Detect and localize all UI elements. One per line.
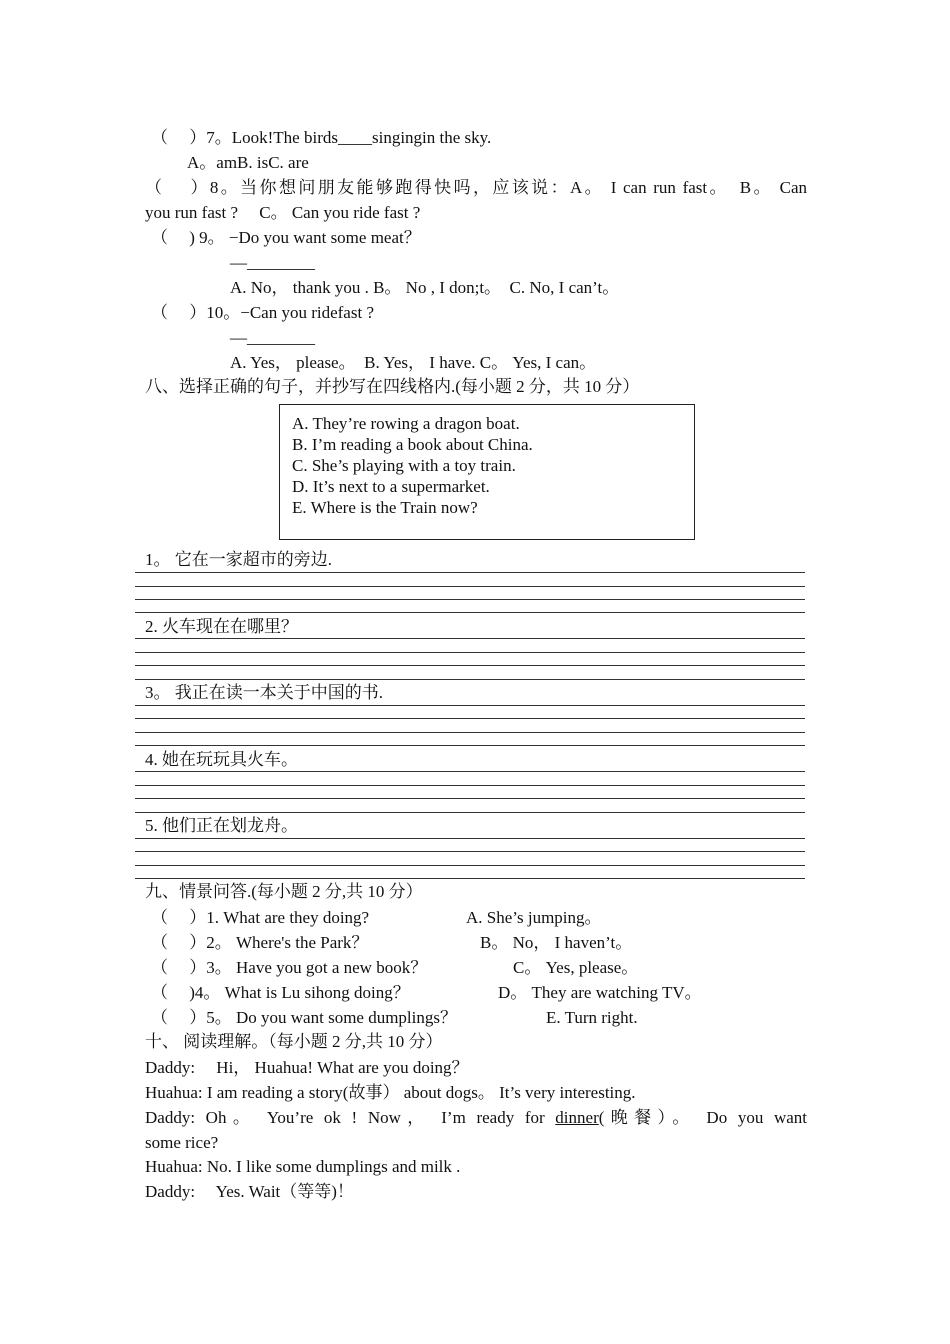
q10-blank: —________ bbox=[230, 328, 315, 347]
writing-line bbox=[135, 718, 805, 719]
q8-line1: （ ）8。当你想问朋友能够跑得快吗，应该说：A。 I can run fast。 B。 Can bbox=[145, 178, 807, 197]
writing-prompt-4: 4. 她在玩玩具火车。 bbox=[145, 750, 298, 769]
choice-a: A. They’re rowing a dragon boat. bbox=[292, 414, 520, 433]
s9-question-4: （ )4。 What is Lu sihong doing？ bbox=[151, 983, 410, 1002]
q10-stem: （ ）10。−Can you ridefast ? bbox=[151, 303, 374, 322]
writing-line bbox=[135, 865, 805, 866]
dialogue-line-3-end: (晚餐）。 Do you want bbox=[598, 1108, 808, 1127]
writing-prompt-2: 2. 火车现在在哪里？ bbox=[145, 617, 298, 636]
dialogue-line-5: Daddy: Yes. Wait（等等)！ bbox=[145, 1182, 354, 1201]
s9-question-3: （ ）3。 Have you got a new book？ bbox=[151, 958, 428, 977]
section8-title: 八、选择正确的句子，并抄写在四线格内.(每小题 2 分，共 10 分） bbox=[145, 377, 640, 396]
q7-stem: （ ）7。Look!The birds____singingin the sky. bbox=[151, 128, 492, 147]
s9-answer-e: E. Turn right. bbox=[546, 1008, 638, 1027]
writing-line bbox=[135, 586, 805, 587]
q8-line2: you run fast ? C。 Can you ride fast ? bbox=[145, 203, 421, 222]
writing-line bbox=[135, 638, 805, 639]
writing-line bbox=[135, 612, 805, 613]
writing-line bbox=[135, 599, 805, 600]
writing-line bbox=[135, 679, 805, 680]
writing-line bbox=[135, 798, 805, 799]
writing-line bbox=[135, 851, 805, 852]
writing-line bbox=[135, 878, 805, 879]
s9-answer-b: B。 No， I haven’t。 bbox=[480, 933, 633, 952]
s9-question-1: （ ）1. What are they doing? bbox=[151, 908, 370, 927]
sentence-choice-box bbox=[279, 404, 695, 540]
q9-blank: —________ bbox=[230, 253, 315, 272]
s9-question-2: （ ）2。 Where's the Park？ bbox=[151, 933, 369, 952]
dialogue-line-3-start: Daddy: Oh。 You’re ok ! Now， I’m ready for bbox=[145, 1108, 556, 1127]
writing-line bbox=[135, 665, 805, 666]
writing-line bbox=[135, 838, 805, 839]
writing-line bbox=[135, 652, 805, 653]
q10-options: A. Yes， please。 B. Yes， I have. C。 Yes, I can。 bbox=[230, 353, 597, 372]
q9-stem: （ ) 9。 −Do you want some meat？ bbox=[151, 228, 421, 247]
writing-line bbox=[135, 745, 805, 746]
q7-options: A。amB. isC. are bbox=[187, 153, 309, 172]
dinner-word: dinner bbox=[555, 1108, 599, 1127]
choice-e: E. Where is the Train now? bbox=[292, 498, 478, 517]
s9-answer-d: D。 They are watching TV。 bbox=[498, 983, 702, 1002]
dialogue-line-3-cont: some rice? bbox=[145, 1133, 219, 1152]
section9-title: 九、情景问答.(每小题 2 分,共 10 分） bbox=[145, 882, 423, 901]
s9-question-5: （ ）5。 Do you want some dumplings？ bbox=[151, 1008, 457, 1027]
choice-d: D. It’s next to a supermarket. bbox=[292, 477, 490, 496]
writing-prompt-3: 3。 我正在读一本关于中国的书. bbox=[145, 683, 383, 702]
dialogue-line-4: Huahua: No. I like some dumplings and milk . bbox=[145, 1157, 461, 1176]
dialogue-line-1: Daddy: Hi， Huahua! What are you doing？ bbox=[145, 1058, 469, 1077]
dialogue-line-2: Huahua: I am reading a story(故事） about dogs。 It’s very interesting. bbox=[145, 1083, 636, 1102]
q9-options: A. No， thank you . B。 No , I don;t。 C. No, I can’t。 bbox=[230, 278, 620, 297]
writing-prompt-1: 1。 它在一家超市的旁边. bbox=[145, 550, 332, 569]
writing-line bbox=[135, 732, 805, 733]
writing-line bbox=[135, 785, 805, 786]
choice-c: C. She’s playing with a toy train. bbox=[292, 456, 516, 475]
s9-answer-a: A. She’s jumping。 bbox=[466, 908, 602, 927]
section10-title: 十、 阅读理解。（每小题 2 分,共 10 分） bbox=[145, 1032, 443, 1051]
choice-b: B. I’m reading a book about China. bbox=[292, 435, 533, 454]
writing-prompt-5: 5. 他们正在划龙舟。 bbox=[145, 816, 298, 835]
writing-line bbox=[135, 771, 805, 772]
writing-line bbox=[135, 812, 805, 813]
writing-line bbox=[135, 705, 805, 706]
s9-answer-c: C。 Yes, please。 bbox=[513, 958, 639, 977]
dialogue-line-3 bbox=[145, 1108, 807, 1128]
writing-line bbox=[135, 572, 805, 573]
